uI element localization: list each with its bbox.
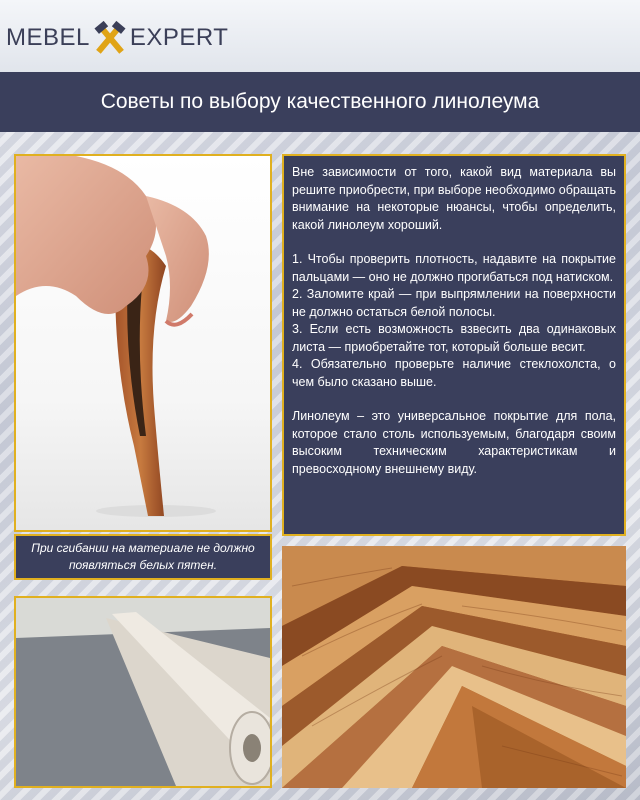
logo-text-left: MEBEL: [6, 24, 90, 51]
logo[interactable]: [6, 20, 228, 56]
rolled-linoleum-photo: [14, 596, 272, 788]
page-title: Советы по выбору качественного линолеума: [100, 90, 540, 113]
bent-linoleum-photo: [14, 154, 272, 532]
outro-text: Линолеум – это универсальное покрытие для пола, которое стало столь используемым, благодаря своим высоким техническим характеристикам и превосходному внешнему виду.: [292, 409, 616, 476]
logo-text-right: EXPERT: [129, 24, 229, 51]
hammer-cross-icon: [92, 20, 128, 56]
page-title-bar: [0, 72, 640, 132]
intro-text: Вне зависимости от того, какой вид материала вы решите приобрести, при выборе необходимо обращать внимание на некоторые нюансы, чтобы определить, какой линолеум хороший.: [292, 165, 616, 232]
tips-panel: [282, 154, 626, 536]
tip-item: 3. Если есть возможность взвесить два одинаковых листа — приобретайте тот, который больше весит.: [292, 322, 616, 354]
tip-item: 2. Заломите край — при выпрямлении на поверхности не должно остаться белой полосы.: [292, 287, 616, 319]
header-bar: [0, 0, 640, 72]
photo-caption: [14, 534, 272, 580]
tip-item: 4. Обязательно проверьте наличие стеклохолста, о чем было сказано выше.: [292, 357, 616, 389]
caption-text: При сгибании на материале не должно появляться белых пятен.: [31, 541, 255, 572]
tip-item: 1. Чтобы проверить плотность, надавите на покрытие пальцами — оно не должно прогибаться под натиском.: [292, 252, 616, 284]
linoleum-samples-photo: [282, 546, 626, 788]
